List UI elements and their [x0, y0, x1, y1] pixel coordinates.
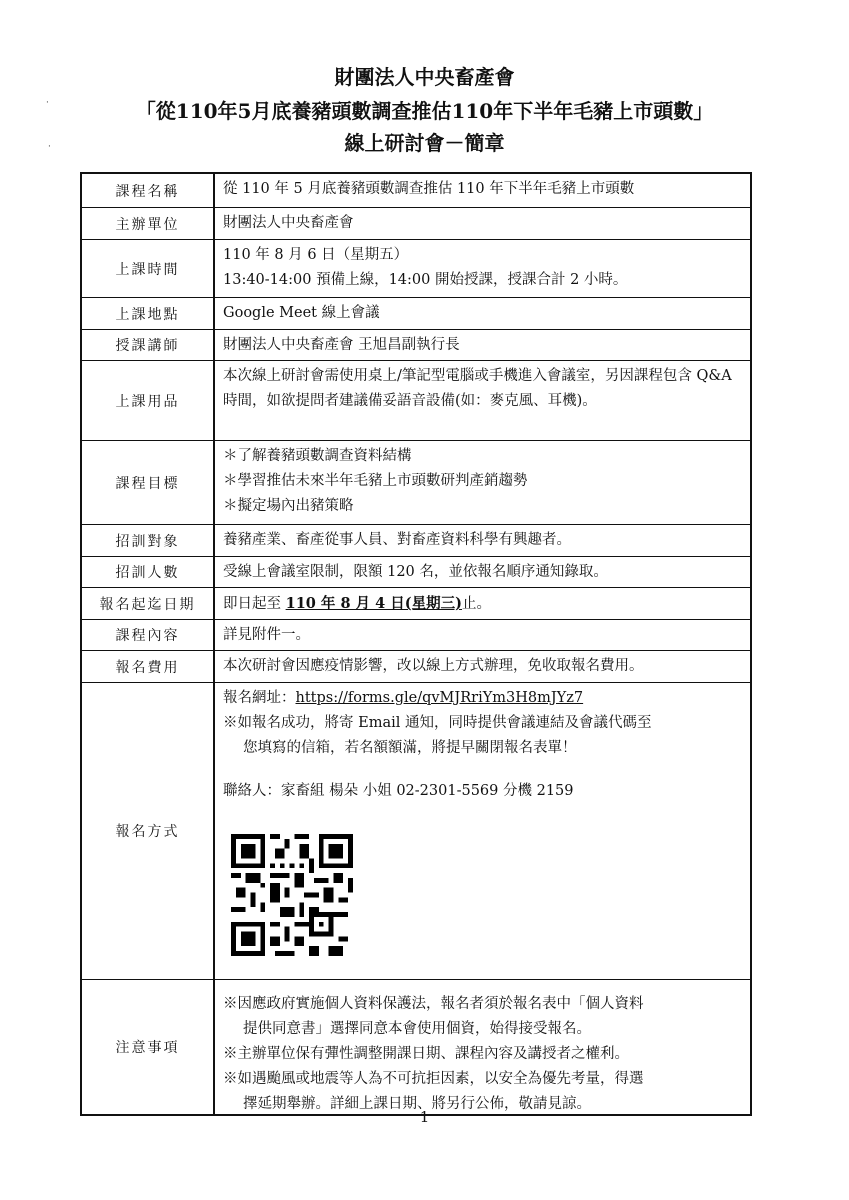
registration-link[interactable]: https://forms.gle/qvMJRriYm3H8mJYz7 [295, 690, 584, 706]
row-audience [82, 524, 750, 556]
contact-person: 聯絡人：家畜組 楊朵 小姐 02-2301-5569 分機 2159 [223, 783, 574, 799]
url-prefix: 報名網址： [223, 690, 296, 706]
page-number: 1 [419, 1108, 430, 1126]
row-label: 上課時間 [82, 240, 215, 297]
row-label: 招訓對象 [82, 525, 215, 556]
brochure-subtitle: 線上研討會－簡章 [344, 131, 505, 155]
register-note: ※如報名成功，將寄 Email 通知，同時提供會議連結及會議代碼至 [223, 715, 652, 731]
goal-item: ＊了解養豬頭數調查資料結構 [223, 448, 412, 464]
capacity-value: 受線上會議室限制，限額 120 名，並依報名順序通知錄取。 [223, 564, 608, 580]
info-table [80, 172, 752, 1116]
row-label: 授課講師 [82, 330, 215, 360]
row-fee [82, 650, 750, 682]
time-date: 110 年 8 月 6 日（星期五） [223, 247, 409, 263]
note-item: ※因應政府實施個人資料保護法，報名者須於報名表中「個人資料 [223, 996, 644, 1012]
row-notes [82, 979, 750, 1114]
register-value [215, 683, 750, 979]
row-organizer [82, 207, 750, 239]
note-item-cont: 提供同意書」選擇同意本會使用個資，始得接受報名。 [243, 1021, 591, 1037]
row-deadline [82, 587, 750, 619]
row-label: 注意事項 [82, 980, 215, 1114]
row-label: 主辦單位 [82, 208, 215, 239]
row-goals [82, 440, 750, 524]
organizer-value: 財團法人中央畜產會 [223, 215, 354, 231]
row-supplies [82, 360, 750, 440]
goals-value [215, 441, 750, 524]
row-label: 課程內容 [82, 620, 215, 650]
row-lecturer [82, 329, 750, 360]
row-place [82, 297, 750, 329]
row-label: 招訓人數 [82, 557, 215, 587]
note-item-cont: 擇延期舉辦。詳細上課日期、將另行公佈，敬請見諒。 [243, 1096, 591, 1112]
row-register [82, 682, 750, 979]
place-value: Google Meet 線上會議 [223, 305, 380, 321]
row-label: 報名方式 [82, 683, 215, 979]
row-time [82, 239, 750, 297]
deadline-suffix: 止。 [462, 596, 492, 612]
row-label: 上課地點 [82, 298, 215, 329]
goal-item: ＊學習推估未來半年毛豬上市頭數研判產銷趨勢 [223, 473, 528, 489]
note-item: ※如遇颱風或地震等人為不可抗拒因素，以安全為優先考量，得選 [223, 1071, 644, 1087]
scan-mark: · [48, 142, 51, 152]
row-label: 報名費用 [82, 651, 215, 682]
row-capacity [82, 556, 750, 587]
supplies-value: 本次線上研討會需使用桌上/筆記型電腦或手機進入會議室，另因課程包含 Q&A 時間，如欲提問者建議備妥語音設備(如：麥克風、耳機)。 [223, 368, 732, 409]
note-item: ※主辦單位保有彈性調整開課日期、課程內容及講授者之權利。 [223, 1046, 629, 1062]
content-value: 詳見附件一。 [223, 627, 310, 643]
row-label: 課程名稱 [82, 174, 215, 207]
seminar-title: 「從110年5月底養豬頭數調查推估110年下半年毛豬上市頭數」 [135, 99, 714, 123]
lecturer-value: 財團法人中央畜產會 王旭昌副執行長 [223, 337, 460, 353]
deadline-value [215, 588, 750, 619]
qr-code-icon[interactable] [231, 834, 353, 956]
time-value [215, 240, 750, 297]
org-title: 財團法人中央畜產會 [334, 65, 515, 89]
fee-value: 本次研討會因應疫情影響，改以線上方式辦理，免收取報名費用。 [223, 658, 644, 674]
audience-value: 養豬產業、畜產從事人員、對畜產資料科學有興趣者。 [223, 532, 571, 548]
row-label: 上課用品 [82, 361, 215, 440]
deadline-date: 110 年 8 月 4 日(星期三) [285, 595, 463, 612]
row-course-name [82, 174, 750, 207]
row-label: 課程目標 [82, 441, 215, 524]
notes-value [215, 980, 750, 1114]
row-label: 報名起迄日期 [82, 588, 215, 619]
course-name-value: 從 110 年 5 月底養豬頭數調查推估 110 年下半年毛豬上市頭數 [223, 181, 635, 197]
deadline-prefix: 即日起至 [223, 596, 286, 612]
row-content [82, 619, 750, 650]
time-detail: 13:40-14:00 預備上線，14:00 開始授課，授課合計 2 小時。 [223, 272, 628, 288]
register-url-line [223, 686, 742, 711]
scan-mark: · [46, 98, 49, 108]
register-note-cont: 您填寫的信箱，若名額額滿，將提早關閉報名表單！ [243, 740, 577, 756]
goal-item: ＊擬定場內出豬策略 [223, 498, 354, 514]
